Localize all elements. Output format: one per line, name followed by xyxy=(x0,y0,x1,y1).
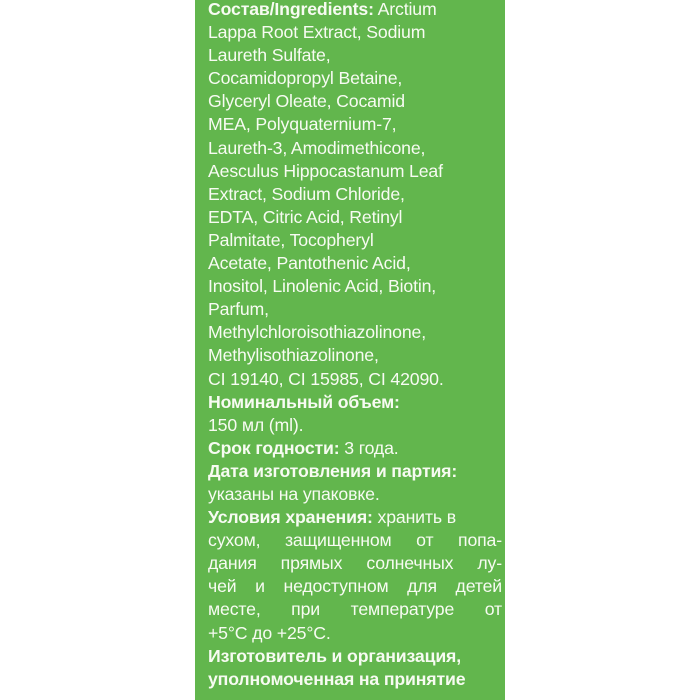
ingredients-line: Palmitate, Tocopheryl xyxy=(208,229,374,250)
ingredients-line: Laureth-3, Amodimethicone, xyxy=(208,137,426,158)
storage-line: +5°С до +25°С. xyxy=(208,622,331,643)
ingredients-line: Aesculus Hippocastanum Leaf xyxy=(208,160,443,181)
ingredients-line: Methylisothiazolinone, xyxy=(208,345,379,366)
manufacturer-line: Изготовитель и организация, xyxy=(208,645,461,666)
ingredients-line: Parfum, xyxy=(208,299,269,320)
ingredients-line: Extract, Sodium Chloride, xyxy=(208,183,405,204)
storage-heading: Условия хранения: xyxy=(208,507,373,528)
manufacture-date-value: указаны на упаковке. xyxy=(208,483,380,504)
shelf-life-line xyxy=(208,437,502,460)
ingredients-line: Inositol, Linolenic Acid, Biotin, xyxy=(208,276,437,297)
storage-line-1 xyxy=(208,506,502,529)
ingredients-line-text: Arctium xyxy=(377,0,437,19)
shelf-life-heading: Срок годности: xyxy=(208,437,340,458)
label-text-block xyxy=(208,0,502,691)
ingredients-line: Cocamidopropyl Betaine, xyxy=(208,68,403,89)
storage-line: чей и недоступном для детей xyxy=(208,576,502,597)
ingredients-line: MEA, Polyquaternium-7, xyxy=(208,114,397,135)
ingredients-line: Lappa Root Extract, Sodium xyxy=(208,22,426,43)
ingredients-line: Acetate, Pantothenic Acid, xyxy=(208,253,411,274)
ingredients-line: Laureth Sulfate, xyxy=(208,45,331,66)
volume-value: 150 мл (ml). xyxy=(208,414,304,435)
storage-line: месте, при температуре от xyxy=(208,599,502,620)
manufacture-date-heading: Дата изготовления и партия: xyxy=(208,460,458,481)
manufacturer-line: уполномоченная на принятие xyxy=(208,668,466,689)
ingredients-line: Methylchloroisothiazolinone, xyxy=(208,322,426,343)
storage-line: сухом, защищенном от попа- xyxy=(208,530,502,551)
ingredients-line: EDTA, Citric Acid, Retinyl xyxy=(208,206,403,227)
volume-heading: Номинальный объем: xyxy=(208,391,400,412)
storage-first-line-text: хранить в xyxy=(372,507,456,528)
storage-line: дания прямых солнечных лу- xyxy=(208,553,502,574)
ingredients-line: CI 19140, CI 15985, CI 42090. xyxy=(208,368,444,389)
ingredients-line: Glyceryl Oleate, Cocamid xyxy=(208,91,405,112)
green-label-panel xyxy=(195,0,505,700)
shelf-life-value: 3 года. xyxy=(339,437,399,458)
ingredients-line-1 xyxy=(208,0,502,21)
ingredients-heading: Состав/Ingredients: xyxy=(208,0,374,19)
